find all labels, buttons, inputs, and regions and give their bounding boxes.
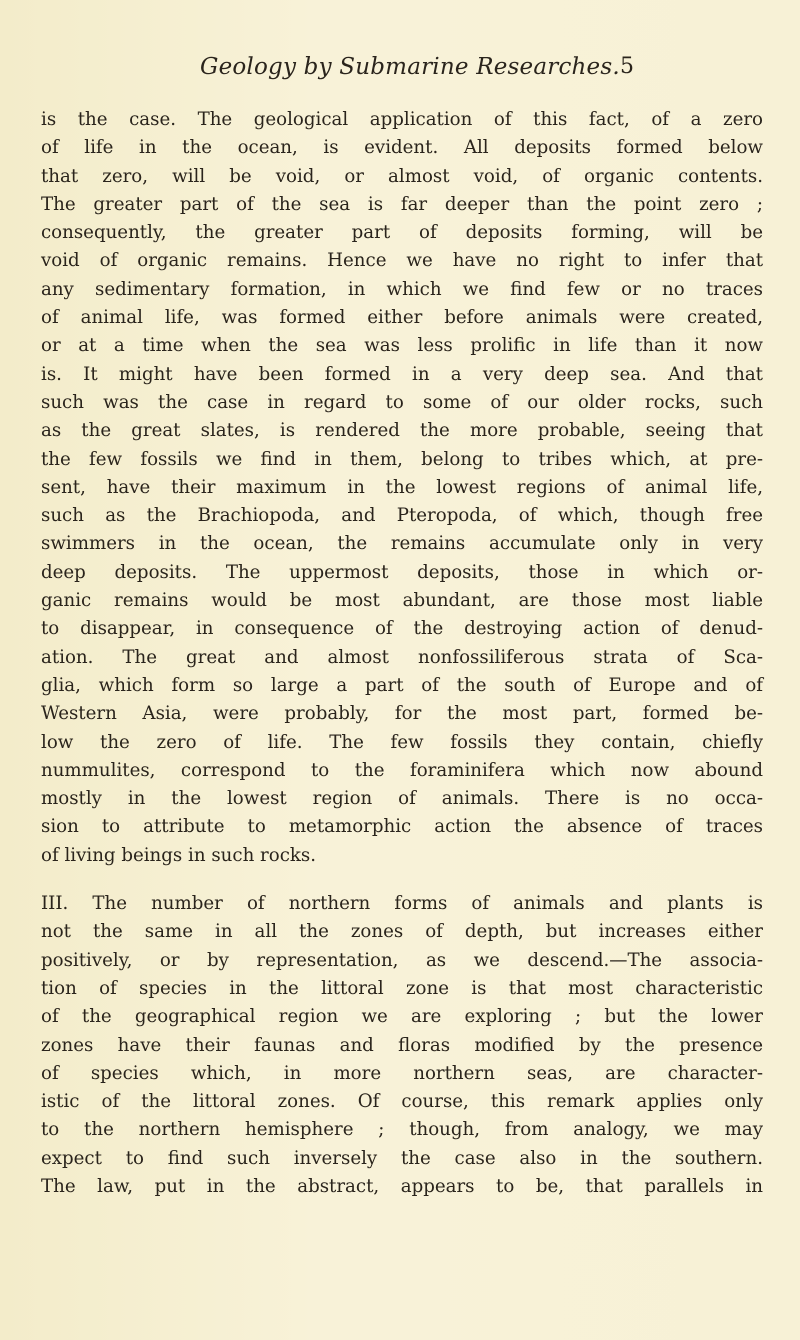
text-line: is. It might have been formed in a very deep sea. And that [41, 363, 763, 385]
paragraph-gap [41, 870, 763, 890]
page-header [200, 54, 650, 88]
running-title: Geology by Submarine Researches. [200, 54, 620, 80]
text-line: III. The number of northern forms of animals and plants is [41, 893, 763, 915]
text-line: deep deposits. The uppermost deposits, those in which or- [41, 561, 763, 583]
text-line: positively, or by representation, as we descend.—The associa- [41, 949, 763, 971]
page-body [41, 106, 763, 1201]
text-line: sent, have their maximum in the lowest regions of animal life, [41, 476, 763, 498]
text-line: such was the case in regard to some of our older rocks, such [41, 391, 763, 413]
text-line: of living beings in such rocks. [41, 844, 317, 866]
text-line: that zero, will be void, or almost void, of organic contents. [41, 165, 763, 187]
text-line: low the zero of life. The few fossils they contain, chiefly [41, 731, 763, 753]
text-line: of the geographical region we are exploring ; but the lower [41, 1006, 763, 1028]
text-line: or at a time when the sea was less prolific in life than it now [41, 335, 763, 357]
text-line: as the great slates, is rendered the more probable, seeing that [41, 420, 763, 442]
text-line: of species which, in more northern seas, are character- [41, 1062, 763, 1084]
text-line: The law, put in the abstract, appears to be, that parallels in [41, 1175, 763, 1197]
text-line: not the same in all the zones of depth, but increases either [41, 921, 763, 943]
text-line: mostly in the lowest region of animals. There is no occa- [41, 788, 763, 810]
text-line: istic of the littoral zones. Of course, this remark applies only [41, 1091, 763, 1113]
text-line: of animal life, was formed either before animals were created, [41, 307, 763, 329]
text-line: The greater part of the sea is far deeper than the point zero ; [41, 193, 763, 215]
text-line: to the northern hemisphere ; though, from analogy, we may [41, 1119, 763, 1141]
page-number: 5 [620, 54, 634, 79]
text-line: Western Asia, were probably, for the most part, formed be- [41, 703, 763, 725]
text-line: to disappear, in consequence of the destroying action of denud- [41, 618, 763, 640]
paragraph-1 [41, 106, 763, 870]
paragraph-2 [41, 890, 763, 1201]
text-line: such as the Brachiopoda, and Pteropoda, of which, though free [41, 505, 763, 527]
text-line: sion to attribute to metamorphic action the absence of traces [41, 816, 763, 838]
text-line: is the case. The geological application of this fact, of a zero [41, 109, 763, 130]
text-line: consequently, the greater part of deposits forming, will be [41, 222, 763, 244]
text-line: ation. The great and almost nonfossiliferous strata of Sca- [41, 646, 763, 668]
text-line: glia, which form so large a part of the south of Europe and of [41, 674, 763, 696]
text-line: void of organic remains. Hence we have no right to infer that [41, 250, 763, 272]
text-line: zones have their faunas and floras modified by the presence [41, 1034, 763, 1056]
text-line: ganic remains would be most abundant, are those most liable [41, 590, 763, 612]
text-line: expect to find such inversely the case also in the southern. [41, 1147, 763, 1169]
text-line: nummulites, correspond to the foraminifera which now abound [41, 759, 763, 781]
text-line: tion of species in the littoral zone is that most characteristic [41, 977, 763, 999]
text-line: any sedimentary formation, in which we find few or no traces [41, 278, 763, 300]
text-line: of life in the ocean, is evident. All deposits formed below [41, 137, 763, 159]
text-line: the few fossils we find in them, belong to tribes which, at pre- [41, 448, 763, 470]
text-line: swimmers in the ocean, the remains accumulate only in very [41, 533, 763, 555]
